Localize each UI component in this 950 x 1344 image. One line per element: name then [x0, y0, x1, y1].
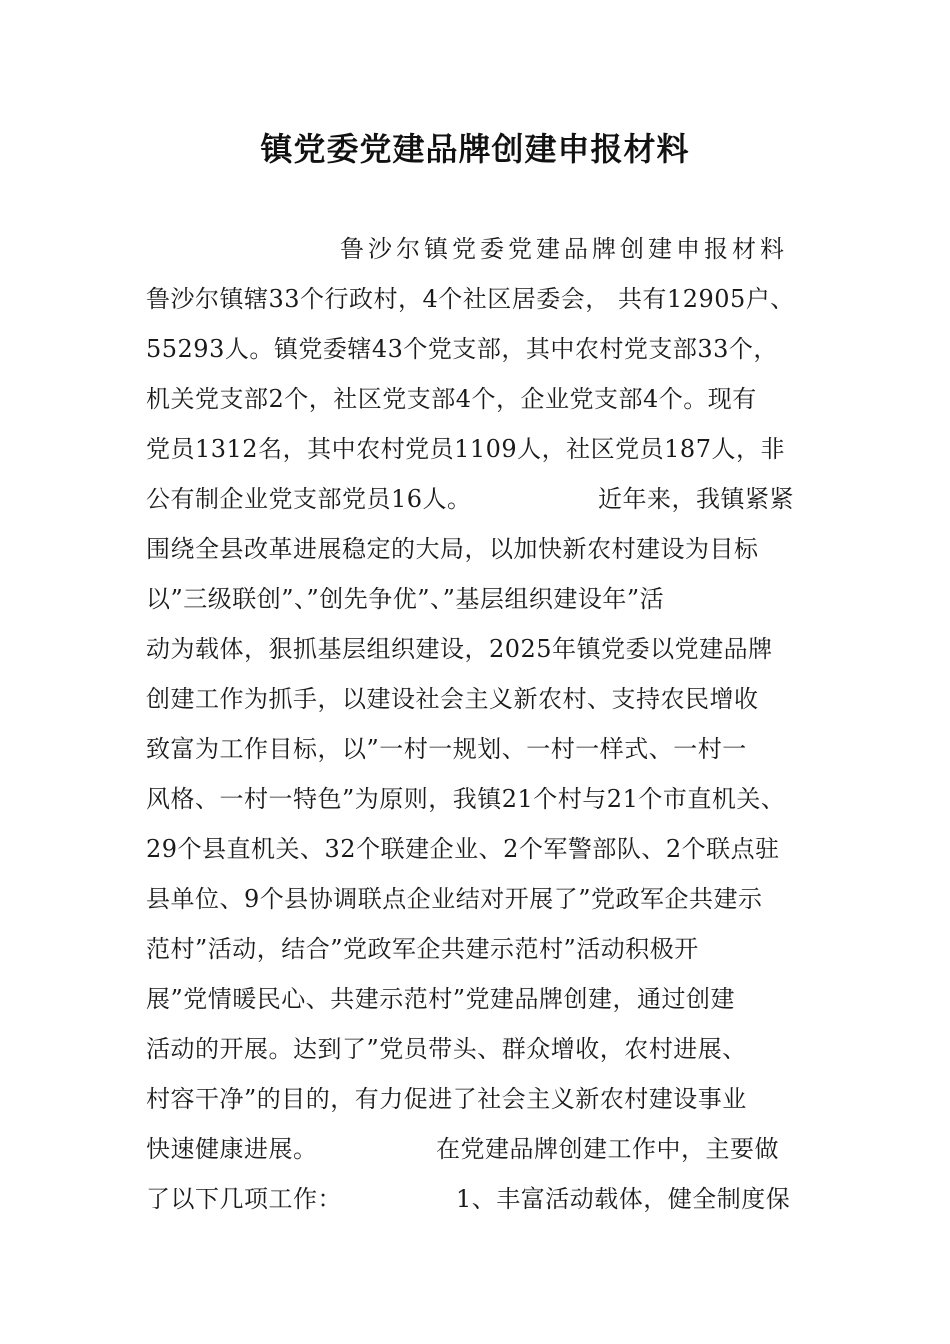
- document-subtitle: 鲁沙尔镇党委党建品牌创建申报材料: [340, 235, 788, 263]
- paragraph-line: 鲁沙尔镇辖33个行政村，4个社区居委会， 共有12905户、: [146, 285, 795, 313]
- paragraph-line: 村容干净”的目的，有力促进了社会主义新农村建设事业: [146, 1085, 747, 1113]
- paragraph-line: 了以下几项工作：: [146, 1185, 342, 1213]
- paragraph-line: 创建工作为抓手，以建设社会主义新农村、支持农民增收: [146, 685, 759, 713]
- paragraph-line: 动为载体，狠抓基层组织建设，2025年镇党委以党建品牌: [146, 635, 773, 663]
- paragraph-line: 展”党情暖民心、共建示范村”党建品牌创建，通过创建: [146, 985, 736, 1013]
- paragraph-line-segment: 公有制企业党支部党员16人。: [146, 485, 472, 513]
- paragraph-line: 县单位、9个县协调联点企业结对开展了”党政军企共建示: [146, 885, 763, 913]
- paragraph-line: 机关党支部2个，社区党支部4个，企业党支部4个。现有: [146, 385, 757, 413]
- paragraph-line: 围绕全县改革进展稳定的大局，以加快新农村建设为目标: [146, 535, 759, 563]
- paragraph-line: 1、丰富活动载体，健全制度保: [456, 1185, 791, 1213]
- paragraph-line: 快速健康进展。: [146, 1135, 318, 1163]
- paragraph-line: 29个县直机关、32个联建企业、2个军警部队、2个联点驻: [146, 835, 780, 863]
- paragraph-line: 55293人。镇党委辖43个党支部，其中农村党支部33个，: [146, 335, 778, 363]
- paragraph-line: 风格、一村一特色”为原则，我镇21个村与21个市直机关、: [146, 785, 786, 813]
- paragraph-line: 在党建品牌创建工作中，主要做: [436, 1135, 779, 1163]
- paragraph-line: 致富为工作目标，以”一村一规划、一村一样式、一村一: [146, 735, 747, 763]
- paragraph-line: 以”三级联创”、”创先争优”、”基层组织建设年”活: [146, 585, 665, 613]
- document-title: 镇党委党建品牌创建申报材料: [260, 130, 690, 168]
- paragraph-line: 近年来，我镇紧紧: [598, 485, 794, 513]
- paragraph-line: 活动的开展。达到了”党员带头、群众增收，农村进展、: [146, 1035, 747, 1063]
- paragraph-line: 范村”活动，结合”党政军企共建示范村”活动积极开: [146, 935, 699, 963]
- paragraph-line: 党员1312名，其中农村党员1109人，社区党员187人，非: [146, 435, 785, 463]
